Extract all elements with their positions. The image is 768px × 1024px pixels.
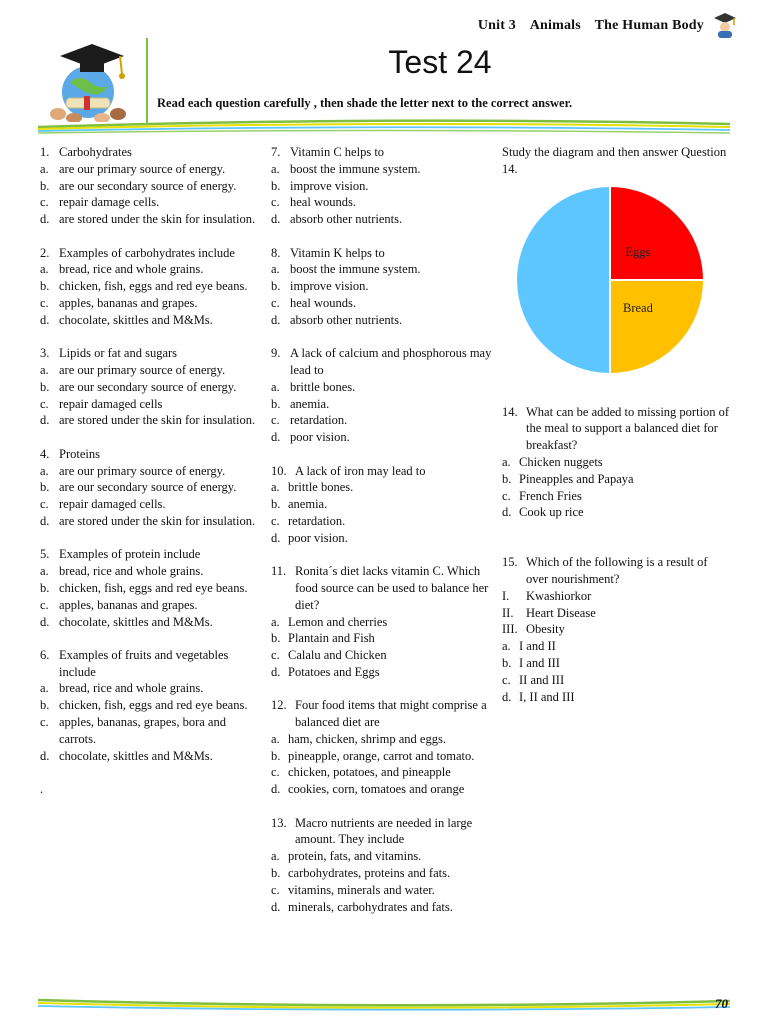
question-number: 2. [40,245,50,260]
answer-option[interactable] [271,865,499,882]
option-text: carbohydrates, proteins and fats. [288,866,451,881]
option-letter[interactable]: c. [502,488,511,503]
option-text: heal wounds. [290,195,356,210]
option-letter[interactable]: d. [271,212,281,227]
option-text: poor vision. [288,530,348,545]
question-11 [271,563,499,681]
option-letter[interactable]: a. [502,454,511,469]
option-letter[interactable]: a. [502,639,511,654]
question-15 [502,554,732,705]
question-text: Four food items that might comprise a balanced diet are [295,698,487,730]
question-text: Examples of protein include [59,547,201,562]
question-2 [40,245,266,329]
option-text: chicken, fish, eggs and red eye beans. [59,279,248,294]
option-text: are our secondary source of energy. [59,379,237,394]
roman-numeral: II. [502,605,514,620]
question-stem [502,554,732,588]
meal-pie-chart [510,184,710,384]
answer-option[interactable] [271,379,499,396]
question-text: Ronita´s diet lacks vitamin C. Which food source can be used to balance her diet? [295,564,489,612]
question-stem [271,697,499,731]
answer-option[interactable] [271,664,499,681]
diagram-intro: Study the diagram and then answer Question 14. [502,145,727,176]
option-text: absorb other nutrients. [290,312,403,327]
option-letter[interactable]: a. [271,480,280,495]
answer-option[interactable] [271,731,499,748]
question-9 [271,345,499,446]
option-letter[interactable]: d. [271,782,281,797]
option-text: bread, rice and whole grains. [59,681,204,696]
pie-slice-bread [610,280,704,374]
option-text: are stored under the skin for insulation. [59,212,256,227]
answer-option[interactable] [40,680,266,697]
option-letter[interactable]: a. [271,262,280,277]
answer-option[interactable] [40,597,266,614]
question-text: A lack of iron may lead to [295,463,426,478]
answer-option[interactable] [502,471,732,488]
option-text: repair damage cells. [59,195,160,210]
option-text: chicken, fish, eggs and red eye beans. [59,698,248,713]
answer-option[interactable] [40,178,266,195]
option-letter[interactable]: d. [502,505,512,520]
option-letter[interactable]: d. [40,312,50,327]
graduate-icon [712,10,738,38]
option-text: brittle bones. [288,480,354,495]
answer-option[interactable] [271,412,499,429]
column-3 [502,144,732,722]
page-number: 70 [715,996,728,1011]
question-6 [40,647,266,765]
option-letter[interactable]: b. [40,178,50,193]
option-letter[interactable]: d. [271,430,281,445]
roman-numeral: III. [502,622,518,637]
option-text: chocolate, skittles and M&Ms. [59,312,213,327]
option-letter[interactable]: a. [271,731,280,746]
option-text: vitamins, minerals and water. [288,882,435,897]
roman-text: Heart Disease [526,605,596,620]
pie-slice-missing-portion [516,186,610,374]
option-letter[interactable]: a. [40,262,49,277]
option-letter[interactable]: a. [40,362,49,377]
question-number: 7. [271,145,281,159]
answer-option[interactable] [40,479,266,496]
option-text: protein, fats, and vitamins. [288,849,422,864]
answer-option[interactable] [40,194,266,211]
option-text: are our secondary source of energy. [59,480,237,495]
unit-heading [478,18,704,34]
question-number: 12. [271,698,287,713]
question-stem [271,144,499,161]
option-letter[interactable]: c. [40,597,49,612]
option-letter[interactable]: b. [502,655,512,670]
option-text: are stored under the skin for insulation. [59,513,256,528]
answer-option[interactable] [271,647,499,664]
header-decorative-band [38,118,730,136]
option-letter[interactable]: a. [271,614,280,629]
answer-option[interactable] [502,638,732,655]
question-number: 4. [40,446,50,461]
option-text: anemia. [288,497,328,512]
option-letter[interactable]: d. [271,899,281,914]
answer-option[interactable] [40,379,266,396]
option-text: minerals, carbohydrates and fats. [288,899,453,914]
option-letter[interactable]: b. [271,396,281,411]
option-letter[interactable]: d. [40,614,50,629]
unit-label: Unit 3 [477,18,517,33]
answer-option[interactable] [271,748,499,765]
option-letter[interactable]: b. [502,471,512,486]
option-text: French Fries [519,488,582,503]
option-letter[interactable]: c. [271,295,280,310]
option-letter[interactable]: a. [271,849,280,864]
option-letter[interactable]: a. [271,379,280,394]
option-text: boost the immune system. [290,262,421,277]
roman-item [502,605,732,622]
answer-option[interactable] [271,161,499,178]
option-letter[interactable]: c. [271,513,280,528]
roman-item [502,588,732,605]
question-number: 6. [40,647,50,662]
answer-option[interactable] [502,504,732,521]
answer-option[interactable] [271,848,499,865]
option-text: chicken, potatoes, and pineapple [288,765,451,780]
answer-option[interactable] [502,488,732,505]
option-letter[interactable]: b. [271,178,281,193]
question-number: 11. [271,564,287,579]
option-letter[interactable]: c. [271,413,280,428]
option-letter[interactable]: b. [271,631,281,646]
question-number: 9. [271,346,281,361]
option-text: Pineapples and Papaya [519,471,634,486]
option-letter[interactable]: c. [271,195,280,210]
option-text: apples, bananas, grapes, bora and carrots. [59,715,226,746]
option-text: chicken, fish, eggs and red eye beans. [59,580,248,595]
option-text: bread, rice and whole grains. [59,262,204,277]
answer-option[interactable] [40,362,266,379]
option-letter[interactable]: d. [271,312,281,327]
answer-option[interactable] [40,396,266,413]
option-letter[interactable]: b. [40,480,50,495]
answer-option[interactable] [271,295,499,312]
option-text: heal wounds. [290,295,356,310]
option-letter[interactable]: d. [271,664,281,679]
question-4 [40,446,266,530]
question-stem [40,446,266,463]
answer-option[interactable] [502,454,732,471]
option-letter[interactable]: b. [40,580,50,595]
option-letter[interactable]: d. [40,748,50,763]
answer-option[interactable] [271,496,499,513]
question-7 [271,144,499,228]
option-text: I and III [519,655,560,670]
answer-option[interactable] [40,496,266,513]
pie-label-bread: Bread [622,300,653,315]
option-text: Plantain and Fish [288,631,375,646]
option-text: brittle bones. [290,379,356,394]
option-letter[interactable]: c. [502,672,511,687]
answer-option[interactable] [40,563,266,580]
answer-option[interactable] [40,295,266,312]
answer-option[interactable] [271,513,499,530]
question-12 [271,697,499,798]
option-letter[interactable]: a. [40,463,49,478]
answer-option[interactable] [40,697,266,714]
option-letter[interactable]: d. [40,413,50,428]
answer-option[interactable] [271,614,499,631]
option-letter[interactable]: b. [271,866,281,881]
roman-text: Kwashiorkor [526,588,592,603]
stray-dot: . [40,782,44,797]
question-stem [40,245,266,262]
question-text: What can be added to missing portion of the meal to support a balanced diet for breakfast? [526,404,730,453]
option-text: Lemon and cherries [288,614,388,629]
option-text: I and II [519,639,556,654]
question-stem [40,144,266,161]
question-number: 13. [271,815,287,830]
question-text: A lack of calcium and phosphorous may lead to [290,346,492,377]
option-letter[interactable]: d. [502,689,512,704]
answer-option[interactable] [271,764,499,781]
question-5 [40,546,266,630]
answer-option[interactable] [271,479,499,496]
option-letter[interactable]: b. [40,698,50,713]
question-text: Examples of fruits and vegetables include [59,647,229,679]
question-text: Vitamin C helps to [290,145,385,159]
question-3 [40,345,266,429]
option-text: are stored under the skin for insulation. [59,413,256,428]
option-text: boost the immune system. [290,161,421,176]
option-text: Cook up rice [519,505,584,520]
option-text: II and III [519,672,565,687]
answer-option[interactable] [271,312,499,329]
answer-option[interactable] [271,194,499,211]
option-text: Potatoes and Eggs [288,664,380,679]
option-letter[interactable]: d. [40,513,50,528]
answer-option[interactable] [40,278,266,295]
option-text: are our primary source of energy. [59,463,226,478]
question-number: 8. [271,245,281,260]
pie-slice-eggs [610,186,704,280]
option-letter[interactable]: b. [40,379,50,394]
question-text: Proteins [59,446,100,461]
option-text: improve vision. [290,178,369,193]
answer-option[interactable] [40,748,266,765]
question-stem [271,563,499,613]
option-letter[interactable]: c. [271,648,280,663]
answer-option[interactable] [271,278,499,295]
topic-label: The Human Body [594,18,704,33]
option-letter[interactable]: b. [271,497,281,512]
option-text: bread, rice and whole grains. [59,564,204,579]
option-letter[interactable]: c. [40,497,49,512]
question-stem [40,546,266,563]
question-text: Which of the following is a result of over nourishment? [526,555,708,586]
answer-option[interactable] [271,630,499,647]
question-stem [271,815,499,849]
question-14 [502,404,732,522]
answer-option[interactable] [502,672,732,689]
answer-option[interactable] [40,463,266,480]
answer-option[interactable] [40,161,266,178]
answer-option[interactable] [40,211,266,228]
question-text: Lipids or fat and sugars [59,346,178,361]
question-text: Macro nutrients are needed in large amount. They include [295,815,473,847]
option-text: anemia. [290,396,330,411]
question-stem [502,404,732,454]
option-letter[interactable]: b. [271,748,281,763]
option-letter[interactable]: a. [40,564,49,579]
answer-option[interactable] [40,312,266,329]
answer-option[interactable] [502,655,732,672]
option-letter[interactable]: c. [40,715,49,730]
page-title: Test 24 [388,44,492,80]
option-text: I, II and III [519,689,575,704]
question-text: Examples of carbohydrates include [59,245,235,260]
option-letter[interactable]: a. [271,161,280,176]
answer-option[interactable] [40,261,266,278]
option-text: ham, chicken, shrimp and eggs. [288,731,446,746]
question-text: Vitamin K helps to [290,245,385,260]
option-letter[interactable]: a. [40,161,49,176]
question-number: 15. [502,555,518,570]
option-text: repair damaged cells. [59,497,166,512]
subject-label: Animals [529,18,581,33]
roman-item [502,621,732,638]
option-text: absorb other nutrients. [290,212,403,227]
question-1 [40,144,266,228]
answer-option[interactable] [271,178,499,195]
option-letter[interactable]: b. [271,279,281,294]
option-letter[interactable]: c. [40,396,49,411]
option-text: retardation. [290,413,348,428]
question-stem [271,245,499,262]
option-letter[interactable]: c. [40,195,49,210]
roman-text: Obesity [526,622,565,637]
option-text: improve vision. [290,279,369,294]
option-letter[interactable]: d. [40,212,50,227]
question-8 [271,245,499,329]
option-letter[interactable]: b. [40,279,50,294]
option-text: chocolate, skittles and M&Ms. [59,614,213,629]
answer-option[interactable] [502,689,732,706]
option-text: chocolate, skittles and M&Ms. [59,748,213,763]
question-number: 1. [40,145,50,159]
option-text: apples, bananas and grapes. [59,597,198,612]
option-letter[interactable]: a. [40,681,49,696]
option-text: retardation. [288,513,346,528]
answer-option[interactable] [40,580,266,597]
option-text: Calalu and Chicken [288,648,387,663]
option-text: Chicken nuggets [519,454,603,469]
roman-numeral: I. [502,588,510,603]
answer-option[interactable] [271,530,499,547]
option-text: cookies, corn, tomatoes and orange [288,782,465,797]
answer-option[interactable] [271,781,499,798]
question-stem [271,463,499,480]
answer-option[interactable] [271,429,499,446]
answer-option[interactable] [40,614,266,631]
option-text: repair damaged cells [59,396,163,411]
column-2 [271,144,499,932]
answer-option[interactable] [40,412,266,429]
option-text: apples, bananas and grapes. [59,295,198,310]
option-letter[interactable]: c. [271,882,280,897]
answer-option[interactable] [271,396,499,413]
option-text: poor vision. [290,430,350,445]
option-letter[interactable]: c. [271,765,280,780]
option-letter[interactable]: c. [40,295,49,310]
footer-decorative-band [38,994,730,1012]
question-number: 3. [40,346,50,361]
question-number: 5. [40,547,50,562]
answer-option[interactable] [271,882,499,899]
question-text: Carbohydrates [59,145,132,159]
question-number: 14. [502,404,518,419]
option-text: are our primary source of energy. [59,362,226,377]
question-stem [271,345,499,379]
option-text: are our primary source of energy. [59,161,226,176]
answer-option[interactable] [271,261,499,278]
answer-option[interactable] [40,714,266,748]
answer-option[interactable] [271,899,499,916]
question-10 [271,463,499,547]
question-number: 10. [271,463,287,478]
option-text: pineapple, orange, carrot and tomato. [288,748,475,763]
column-1 [40,144,266,798]
instruction-text: Read each question carefully , then shade the letter next to the correct answer. [157,96,573,110]
pie-label-eggs: Eggs [625,244,651,259]
answer-option[interactable] [271,211,499,228]
option-text: are our secondary source of energy. [59,178,237,193]
question-13 [271,815,499,916]
option-letter[interactable]: d. [271,530,281,545]
question-stem [40,647,266,681]
answer-option[interactable] [40,513,266,530]
question-stem [40,345,266,362]
